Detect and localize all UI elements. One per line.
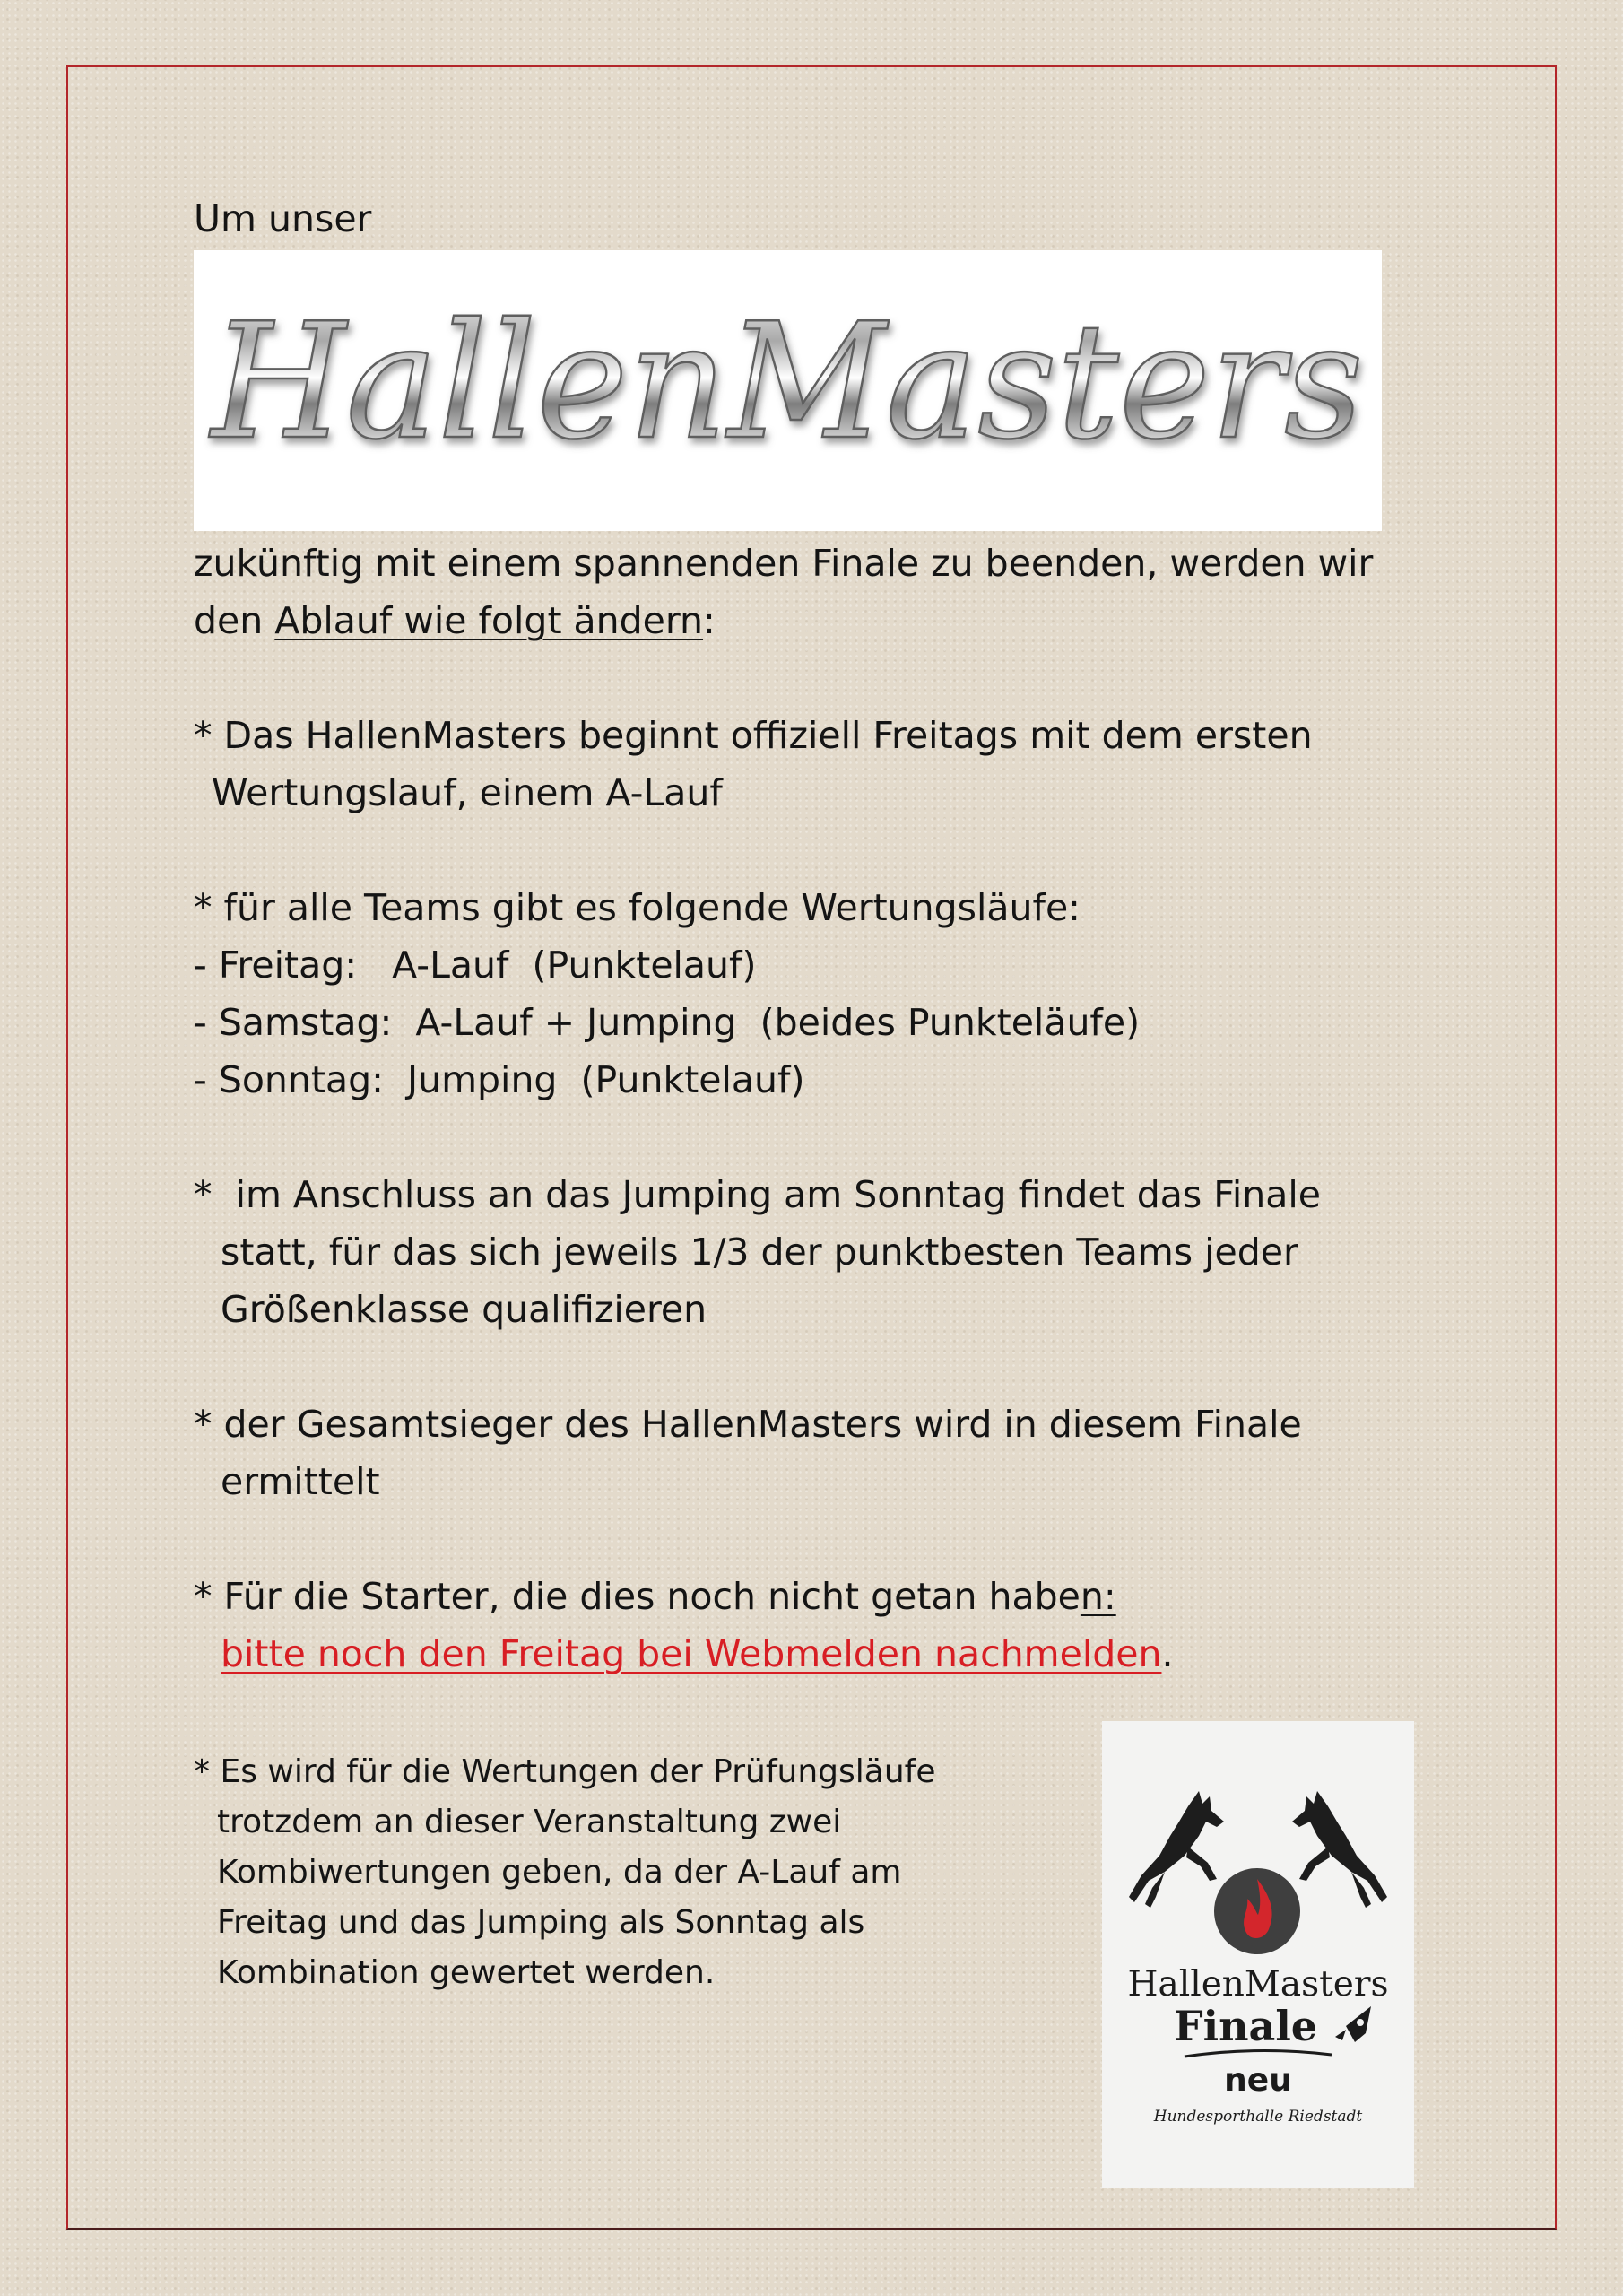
hallenmasters-banner [194,250,1382,531]
bullet4-line2: ermittelt [221,1460,380,1503]
flame-circle [1214,1868,1300,1954]
bullet6-line1: * Es wird für die Wertungen der Prüfungsläufe [194,1753,936,1790]
logo-badge: neu [1224,2062,1292,2099]
logo-swoosh [1185,2050,1332,2057]
logo-subtitle: Finale [1173,2002,1318,2050]
logo-title: HallenMasters [1127,1964,1389,2005]
finale-logo-card [1102,1721,1414,2188]
para1-line2-suffix: : [703,599,716,642]
bullet6-line4: Freitag und das Jumping als Sonntag als [217,1904,865,1941]
bullet5-line2-suffix: . [1161,1632,1174,1675]
dog-right-icon [1292,1791,1387,1908]
rocket-icon [1335,2006,1371,2042]
bullet6-line5: Kombination gewertet werden. [217,1954,716,1991]
bullet3-line1: * im Anschluss an das Jumping am Sonntag findet das Finale [194,1173,1322,1216]
para1-line2 [194,592,716,649]
webmelden-link[interactable]: bitte noch den Freitag bei Webmelden nachmelden [221,1632,1162,1675]
banner-logo-text: HallenMasters [208,289,1364,474]
bullet3-line3: Größenklasse qualifizieren [221,1288,707,1331]
bullet6-line2: trotzdem an dieser Veranstaltung zwei [217,1804,842,1840]
bullet3-line2: statt, für das sich jeweils 1/3 der punktbesten Teams jeder [221,1231,1298,1274]
bullet6-line3: Kombiwertungen geben, da der A-Lauf am [217,1854,902,1891]
bullet1-line2: Wertungslauf, einem A-Lauf [212,771,723,814]
ablauf-link: Ablauf wie folgt ändern [274,599,704,642]
finale-logo [1102,1721,1414,2188]
para1-line1: zukünftig mit einem spannenden Finale zu beenden, werden wir [194,542,1374,585]
para1-line2-prefix: den [194,599,275,642]
bullet5-line1-underlined: n: [1080,1575,1116,1618]
logo-venue: Hundesporthalle Riedstadt [1153,2108,1363,2126]
schedule-item: - Sonntag: Jumping (Punktelauf) [194,1058,805,1101]
bullet5-line1-text: * Für die Starter, die dies noch nicht getan habe [194,1575,1081,1618]
bullet2-heading: * für alle Teams gibt es folgende Wertungsläufe: [194,886,1081,929]
bullet4-line1: * der Gesamtsieger des HallenMasters wird in diesem Finale [194,1403,1302,1446]
hallenmasters-logo-graphic [194,250,1382,531]
bullet5-line1 [194,1568,1116,1625]
intro-text: Um unser [194,197,372,240]
bullet5-line2 [221,1625,1174,1683]
schedule-item: - Freitag: A-Lauf (Punktelauf) [194,944,757,987]
bullet1-line1: * Das HallenMasters beginnt offiziell Freitags mit dem ersten [194,714,1313,757]
schedule-item: - Samstag: A-Lauf + Jumping (beides Punkteläufe) [194,1001,1141,1044]
dog-left-icon [1129,1791,1224,1908]
